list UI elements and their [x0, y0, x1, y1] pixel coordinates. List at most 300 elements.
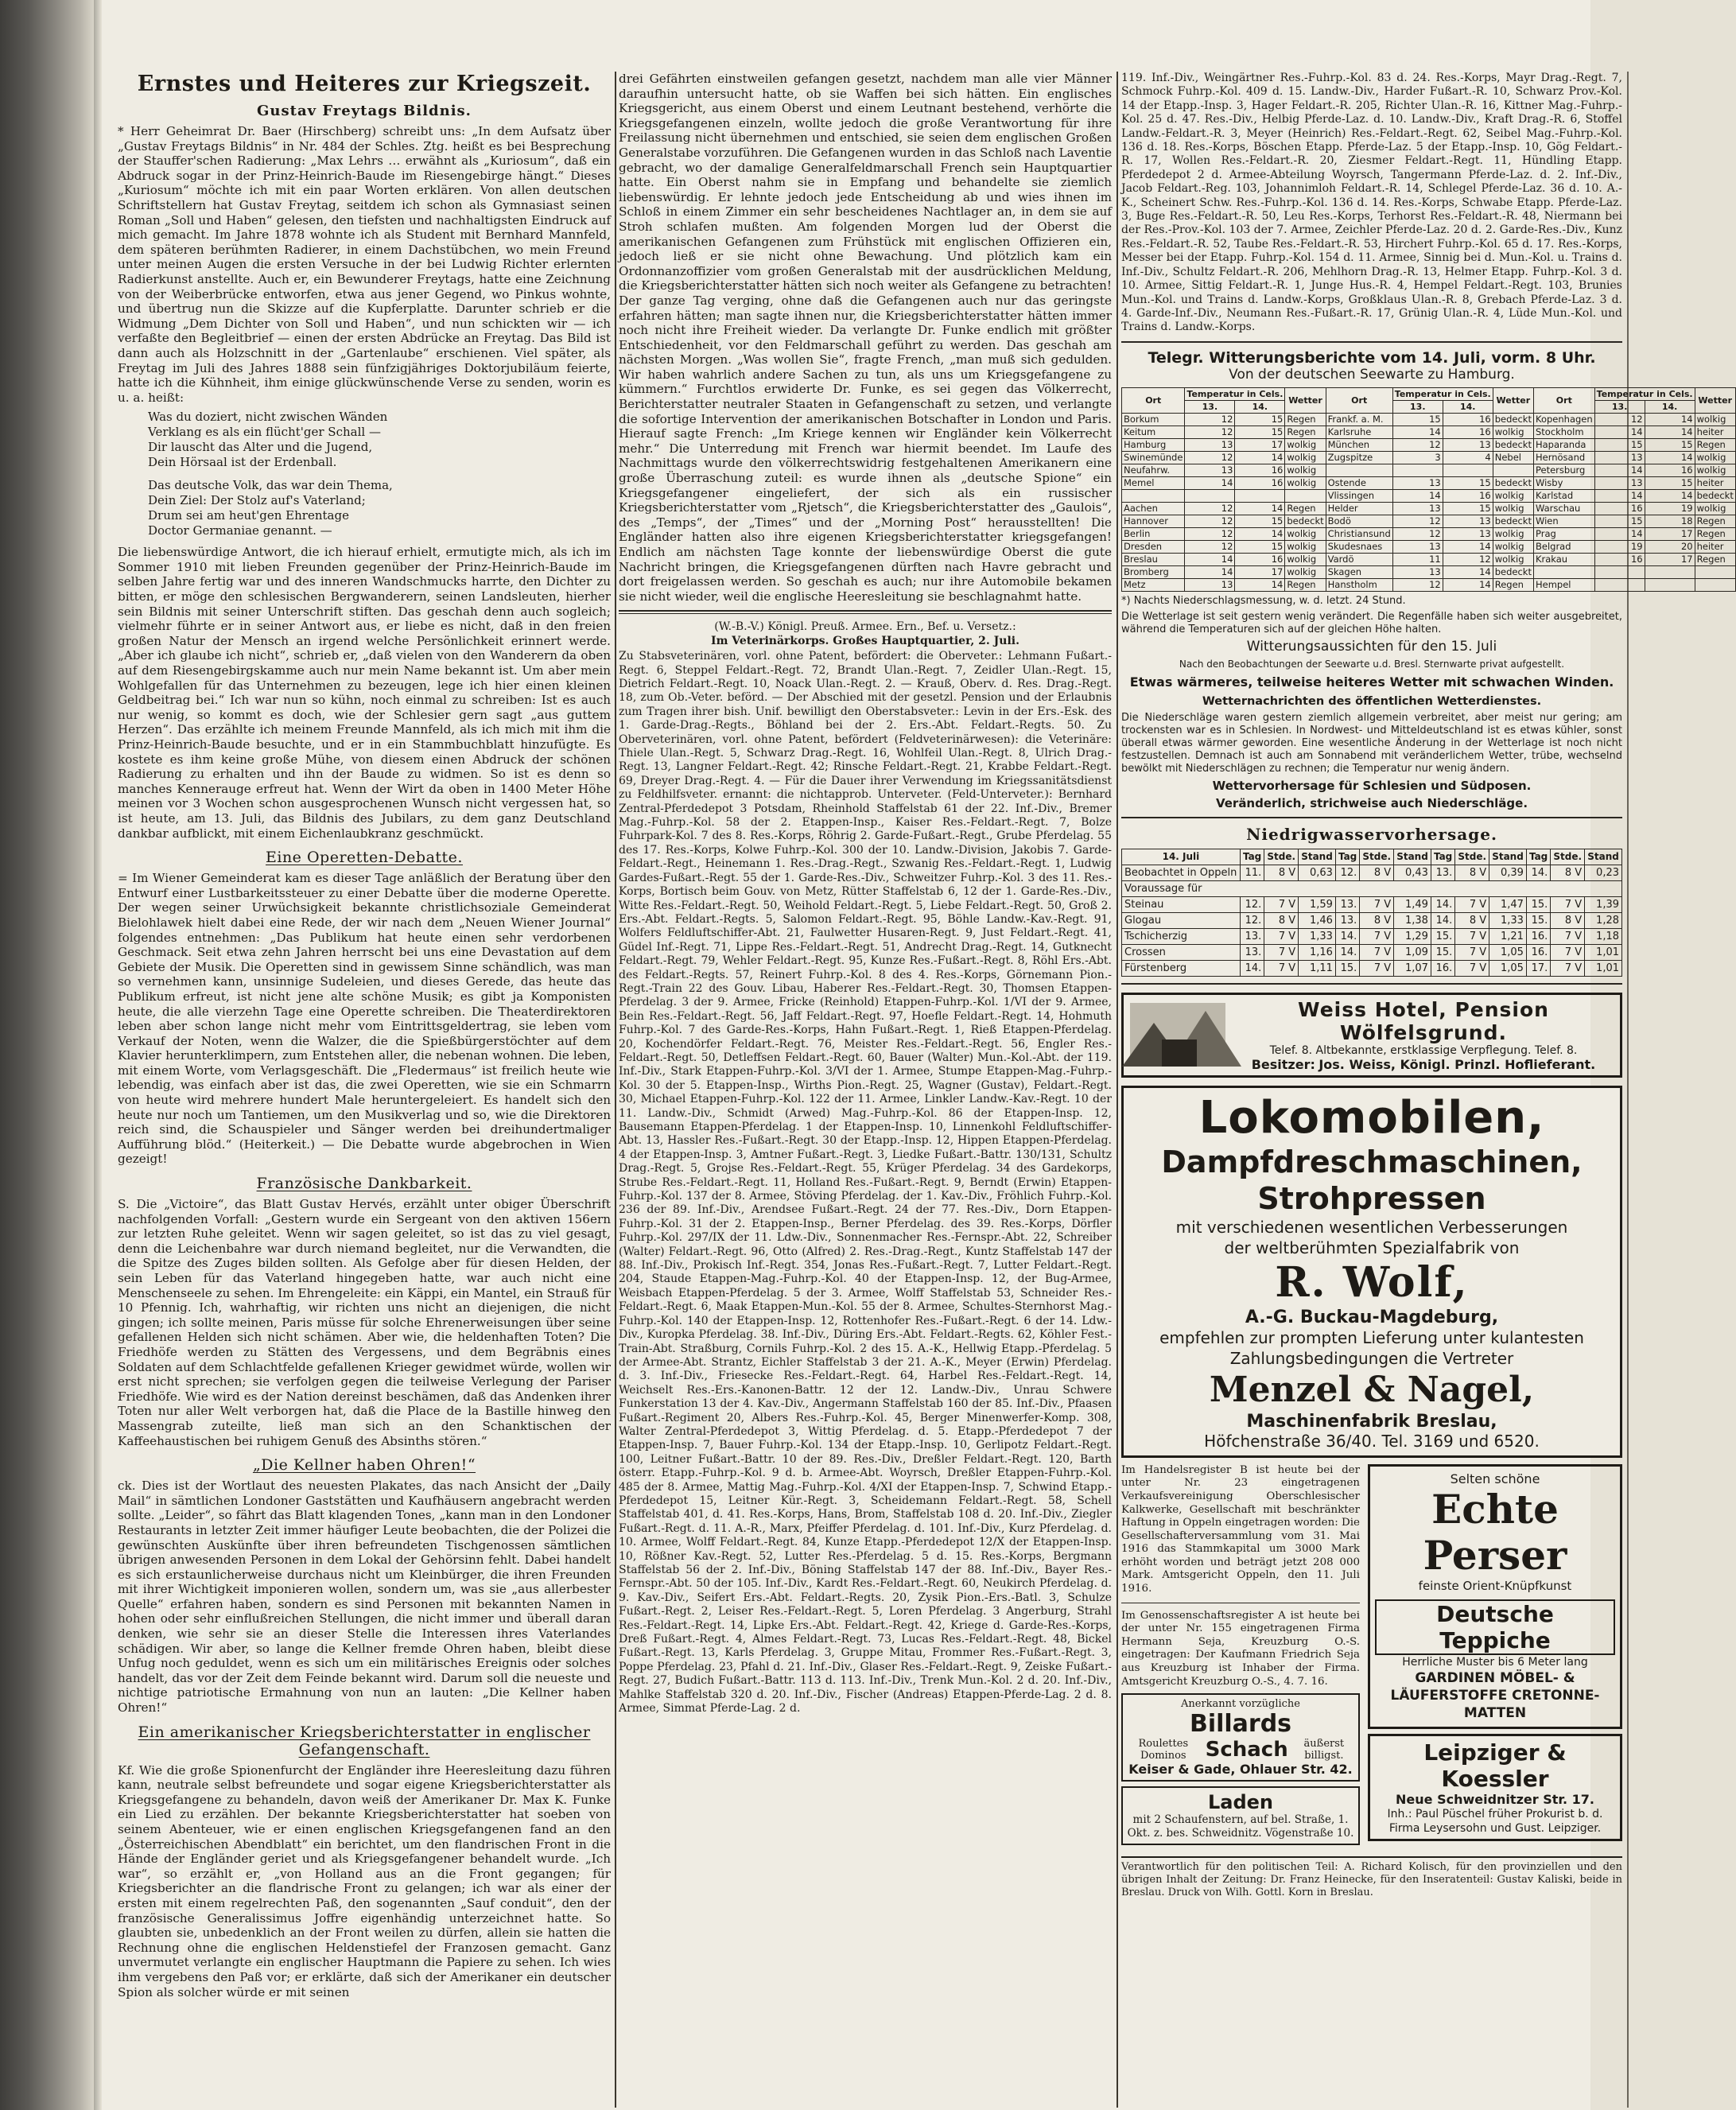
- water-cell: 1,18: [1585, 928, 1622, 944]
- weather-cell: Haparanda: [1533, 438, 1594, 451]
- water-pred-label-row: [1122, 880, 1622, 896]
- weather-cell: wolkig: [1695, 413, 1735, 425]
- weather-cell: 12: [1185, 515, 1235, 527]
- water-col-stand: Stand: [1585, 849, 1622, 865]
- water-cell: 1,05: [1489, 960, 1527, 976]
- weather-cell: wolkig: [1285, 553, 1326, 565]
- weather-row: [1122, 540, 1736, 553]
- weather-cell: 13: [1392, 476, 1443, 489]
- weather-cell: [1533, 565, 1594, 578]
- weather-cell: Regen: [1285, 502, 1326, 515]
- water-cell: Steinau: [1122, 896, 1241, 912]
- weather-cell: wolkig: [1285, 464, 1326, 476]
- poem: [148, 410, 611, 538]
- weather-col-day: 14.: [1235, 400, 1285, 413]
- weather-note: Die Wetterlage ist seit gestern wenig verändert. Die Regenfälle haben sich weiter ausgebreitet, während die Temperaturen sich auf der gleichen Höhe halten.: [1121, 610, 1622, 635]
- water-pred-row: [1122, 960, 1622, 976]
- weather-outlook-title: Witterungsaussichten für den 15. Juli: [1246, 638, 1497, 655]
- weather-cell: 14: [1235, 451, 1285, 464]
- water-cell: 1,01: [1585, 960, 1622, 976]
- weather-cell: [1645, 578, 1695, 591]
- weather-cell: 15: [1392, 413, 1443, 425]
- notice-genossenschaft: Im Genossenschaftsregister A ist heute bei der unter Nr. 155 eingetragenen Firma Hermann Seja, Kreuzburg O.-S. eingetragen: Der Kaufmann Friedrich Seja aus Kreuzburg ist Inhaber der Firma. Amtsgericht Kreuzburg O.-S., 4. 7. 16.: [1121, 1609, 1360, 1688]
- weather-cell: 13: [1185, 464, 1235, 476]
- water-cell: Tschicherzig: [1122, 928, 1241, 944]
- weather-col-day: 13.: [1185, 400, 1235, 413]
- weather-cell: wolkig: [1695, 464, 1735, 476]
- ad-billards: [1121, 1693, 1360, 1782]
- ad-lk-owner: Inh.: Paul Püschel früher Prokurist b. d. Firma Leysersohn und Gust. Leipziger.: [1387, 1807, 1603, 1835]
- weather-forecast-title: Wettervorhersage für Schlesien und Südposen.: [1212, 778, 1532, 793]
- weather-cell: 15: [1645, 476, 1695, 489]
- weather-table-body: [1122, 413, 1736, 591]
- weather-cell: Karlstad: [1533, 489, 1594, 502]
- water-pred-body: [1122, 896, 1622, 976]
- water-col-stde: Stde.: [1360, 849, 1394, 865]
- weather-cell: 15: [1235, 413, 1285, 425]
- ad-perser-t5: Herrliche Muster bis 6 Meter lang: [1402, 1655, 1588, 1669]
- weather-cell: Berlin: [1122, 527, 1185, 540]
- weather-cell: bedeckt: [1493, 413, 1533, 425]
- column-3: [1121, 72, 1734, 2108]
- water-cell: 13.: [1335, 896, 1359, 912]
- weather-cell: [1235, 489, 1285, 502]
- weather-cell: Bodö: [1326, 515, 1392, 527]
- weather-cell: Wisby: [1533, 476, 1594, 489]
- weather-cell: Vardö: [1326, 553, 1392, 565]
- weather-cell: wolkig: [1493, 540, 1533, 553]
- weather-cell: 14: [1235, 578, 1285, 591]
- weather-cell: bedeckt: [1493, 515, 1533, 527]
- water-cell: 7 V: [1455, 960, 1489, 976]
- weather-news-title: Wetternachrichten des öffentlichen Wetterdienstes.: [1202, 694, 1542, 708]
- weather-cell: Regen: [1695, 553, 1735, 565]
- weather-outlook-text: Etwas wärmeres, teilweise heiteres Wetter mit schwachen Winden.: [1129, 674, 1614, 690]
- ad-hotel: [1121, 993, 1622, 1078]
- weather-footnote: *) Nachts Niederschlagsmessung, w. d. letzt. 24 Stund.: [1121, 594, 1406, 607]
- weather-cell: Regen: [1695, 438, 1735, 451]
- weather-cell: 14: [1185, 553, 1235, 565]
- water-cell: 7 V: [1360, 928, 1394, 944]
- ad-perser-t3: feinste Orient-Knüpfkunst: [1418, 1578, 1572, 1593]
- water-cell: 7 V: [1551, 896, 1585, 912]
- weather-cell: 14: [1392, 425, 1443, 438]
- ad-lk-address: Neue Schweidnitzer Str. 17.: [1396, 1791, 1594, 1807]
- water-col-tag: Tag: [1526, 849, 1550, 865]
- weather-cell: bedeckt: [1695, 489, 1735, 502]
- weather-cell: 17: [1645, 527, 1695, 540]
- water-cell: 8 V: [1360, 912, 1394, 928]
- weather-cell: 15: [1235, 425, 1285, 438]
- ad-perser-t1: Selten schöne: [1450, 1471, 1540, 1486]
- weather-col-temp: Temperatur in Cels.: [1185, 387, 1285, 400]
- water-row-label: Beobachtet in Oppeln: [1122, 865, 1241, 880]
- poem-line: Dein Ziel: Der Stolz auf's Vaterland;: [148, 493, 366, 508]
- poem-line: Drum sei am heut'gen Ehrentage: [148, 508, 349, 523]
- water-cell: 7 V: [1264, 928, 1299, 944]
- weather-col-wetter: Wetter: [1285, 387, 1326, 413]
- ad-laden-text: mit 2 Schaufenstern, auf bel. Straße, 1. Okt. z. bes. Schweidnitz. Vögenstraße 10.: [1127, 1813, 1354, 1840]
- water-cell: 15.: [1335, 960, 1359, 976]
- weather-cell: Kopenhagen: [1533, 413, 1594, 425]
- weather-cell: wolkig: [1493, 425, 1533, 438]
- water-cell: 7 V: [1264, 960, 1299, 976]
- article-freytag-p1: * Herr Geheimrat Dr. Baer (Hirschberg) schreibt uns: „In dem Aufsatz über „Gustav Freytags Bildnis“ in Nr. 484 der Schles. Ztg. heißt es bei Besprechung der Stauffer'schen Radierung: „Max Lehrs … erwähnt als „Kuriosum“, daß ein Abdruck sogar in der Prinz-Heinrich-Baude im Riesengebirge hängt.“ Dieses „Kuriosum“ möchte ich mit ein paar Worten erklären. Von allen deutschen Schriftstellern hat Gustav Freytag, seitdem ich schon als Gymnasiast seinen Roman „Soll und Haben“ gelesen, den tiefsten und nachhaltigsten Eindruck auf mich gemacht. Im Jahre 1878 wohnte ich als Student mit Bernhard Mannfeld, dem späteren berühmten Radierer, in einem Dachstübchen, wo mein Freund unter meinen Augen die ersten Versuche in der bei Ludwig Richter erlernten Radierkunst anstellte. Auch er, ein Bewunderer Freytags, hatte eine Zeichnung von der Weiberbrücke entworfen, etwa aus jener Gegend, wo Pinkus wohnte, und übertrug nun die Skizze auf die Kupferplatte. Darunter schrieb er die Widmung „Dem Dichter von Soll und Haben“, und nun schickten wir — ich verfaßte den Begleitbrief — einen der ersten Abdrücke an Freytag. Das Bild ist dann auch als Holzschnitt in der „Gartenlaube“ erschienen. Viel später, als Freytag im Juli des Jahres 1888 sein fünfzigjähriges Doktorjubiläum feierte, hatte ich die Kühnheit, ihm einige glückwünschende Verse zu senden, worin es u. a. heißt:: [118, 124, 611, 405]
- water-cell: 13.: [1431, 865, 1454, 880]
- ad-billards-schach: Schach: [1205, 1738, 1288, 1762]
- poem-line: Dir lauscht das Alter und die Jugend,: [148, 440, 373, 455]
- weather-cell: Metz: [1122, 578, 1185, 591]
- water-cell: 15.: [1526, 912, 1550, 928]
- weather-cell: 12: [1392, 515, 1443, 527]
- weather-col-day: 14.: [1645, 400, 1695, 413]
- weather-cell: Warschau: [1533, 502, 1594, 515]
- weather-cell: 13: [1392, 502, 1443, 515]
- weather-cell: 15: [1443, 502, 1493, 515]
- water-cell: 15.: [1526, 896, 1550, 912]
- weather-row: [1122, 527, 1736, 540]
- weather-cell: 13: [1392, 565, 1443, 578]
- poem-line: Das deutsche Volk, das war dein Thema,: [148, 478, 393, 493]
- weather-cell: 12: [1185, 527, 1235, 540]
- weather-col-day: 13.: [1594, 400, 1645, 413]
- water-cell: 7 V: [1455, 896, 1489, 912]
- water-cell: 1,46: [1299, 912, 1336, 928]
- weather-cell: 13: [1443, 515, 1493, 527]
- weather-cell: 12: [1392, 578, 1443, 591]
- water-cell: 1,49: [1394, 896, 1431, 912]
- army-list: Zu Stabsveterinären, vorl. ohne Patent, befördert: die Oberveter.: Lehmann Fußart.-Regt. 6, Steppel Feldart.-Regt. 72, Brandt Ulan.-Regt. 7, Zeidler Ulan.-Regt. 15, Dietrich Feldart.-Regt. 10, Noack Ulan.-Regt. 2. — Krauß, Oberv. d. Res. Drag.-Regt. 18, zum Ob.-Veter. beförd. — Der Abschied mit der gesetzl. Pension und der Erlaubnis zum Tragen ihrer bish. Unif. bewilligt den Oberstabsveter.: Levin in der Ers.-Esk. des 1. Garde-Drag.-Regts., Böhland bei der 2. Ers.-Abt. Feldart.-Regts. 50. Zu Oberveterinären, vorl. ohne Patent, befördert (Feldveterinärwesen): die Veterinäre: Thiele Ulan.-Regt. 5, Schwarz Drag.-Regt. 16, Wohlfeil Ulan.-Regt. 8, Ulrich Drag.-Regt. 13, Langner Feldart.-Regt. 42; Rinsche Feldart.-Regt. 21, Krabbe Feldart.-Regt. 69, Dreyer Drag.-Regt. 4. — Für die Dauer ihrer Verwendung im Kriegssanitätsdienst zu Feldhilfsveter. ernannt: die nichtapprob. Unterveter. (Feld-Unterveter.): Bernhard Zentral-Pferdedepot 3 Potsdam, Rheinhold Staffelstab 61 der 22. Inf.-Div., Bremer Mag.-Fuhrp.-Kol. 58 der 2. Etappen-Insp., Kaiser Res.-Feldart.-Regt. 7, Bolze Fuhrpark-Kol. 7 des 8. Res.-Korps, Röhrig 2. Garde-Fußart.-Regt., Grube Pferdelag. 55 des 17. Res.-Korps, Kolwe Fuhrp.-Kol. 300 der 10. Landw.-Division, Jakobis 7. Garde-Feldart.-Regt., Heinemann 1. Res.-Drag.-Regt., Szwanig Res.-Feldart.-Regt. 1, Ludwig Gardes-Fußart.-Regt. 55 der 1. Garde-Res.-Div., Schweitzer Fuhrp.-Kol. 3 des 11. Res.-Korps, Bortisch beim Gouv. von Metz, Rütter Staffelstab 6, 12 der 1. Garde-Res.-Div., Witte Res.-Feldart.-Regt. 50, Weihold Feldart.-Regt. 5, Liebe Feldart.-Regt. 50, Groß 2. Ers.-Abt. Feldart.-Regts. 5, Salomon Feldart.-Regt. 95, Böhle Landw.-Kav.-Regt. 91, Wolfers Feldluftschiffer-Abt. 21, Faulwetter Husaren-Regt. 9, Just Feldart.-Regt. 41, Güdel Inf.-Regt. 71, Lippe Res.-Feldart.-Regt. 51, Andrecht Drag.-Regt. 14, Gutknecht Feldart.-Regt. 79, Wehler Feldart.-Regt. 95, Kunze Res.-Fußart.-Regt. 8, Röhl Ers.-Abt. des Feldart.-Regts. 57, Reinert Fuhrp.-Kol. 8 des 4. Res.-Korps, Görnemann Pion.-Regt.-Train 22 des Gouv. Libau, Haberer Res.-Feldart.-Regt. 30, Thomsen Etappen-Pferdelag. 3 der 9. Armee, Fricke (Reinhold) Etappen-Fuhrp.-Kol. 1/VI der 9. Armee, Bein Res.-Feldart.-Regt. 56, Jaff Feldart.-Regt. 97, Hoefle Feldart.-Regt. 14, Hohmuth Fuhrp.-Kol. 7 des Garde-Res.-Korps, Hahn Fußart.-Regt. 1, Rieß Etappen-Pferdelag. 20, Kochendörfer Feldart.-Regt. 76, Meister Res.-Feldart.-Regt. 56, Engler Res.-Feldart.-Regt. 50, Detleffsen Feldart.-Regt. 60, Bauer (Walter) Mun.-Kol.-Abt. der 119. Inf.-Div., Stark Etappen-Fuhrp.-Kol. 3/VI der 1. Armee, Stumpe Etappen-Mag.-Fuhrp.-Kol. 30 der 5. Etappen-Insp., Wirths Pion.-Regt. 25, Wagner (Gustav), Feldart.-Regt. 30, Michael Etappen-Fuhrp.-Kol. 122 der 11. Armee, Linkler Landw.-Kav.-Regt. 10 der 11. Landw.-Div., Schmidt (Arwed) Mag.-Fuhrp.-Kol. 86 der Etappen-Insp. 12, Bausemann Etappen-Pferdelag. 1 der Etappen-Insp. 10, Linnenkohl Feldluftschiffer-Abt. 13, Hassler Res.-Fußart.-Regt. 30 der Etapp.-Insp. 12, Hippen Etappen-Pferdelag. 4 der Etappen-Insp. 3, Amtner Fußart.-Regt. 3, Liedke Fußart.-Battr. 130/131, Schultz Drag.-Regt. 5, Grojse Res.-Feldart.-Regt. 55, Krüger Pferdelag. 34 des Gardekorps, Strube Res.-Feldart.-Regt. 11, Holland Res.-Fußart.-Regt. 9, Berndt (Erwin) Etappen-Fuhrp.-Kol. 137 der 8. Armee, Stöving Pferdelag. der 1. Kav.-Div., Fröhlich Fuhrp.-Kol. 236 der 89. Inf.-Div., Arendsee Fußart.-Regt. 24 der 77. Res.-Div., Dorn Etappen-Fuhrp.-Kol. 31 der 2. Etappen-Insp., Berner Pferdelag. des 39. Res.-Korps, Dörfler Fuhrp.-Kol. 297/IX der 11. Ldw.-Div., Sonnenmacher Res.-Fernspr.-Abt. 22, Schreiber (Walter) Feldart.-Regt. 96, Otto (Alfred) 2. Res.-Drag.-Regt., Kuntz Staffelstab 147 der 88. Inf.-Div., Prokisch Inf.-Regt. 354, Jonas Res.-Fußart.-Regt. 7, Lutter Feldart.-Regt. 204, Staude Etappen-Mag.-Fuhrp.-Kol. 40 der Etappen-Insp. 12, der Bug-Armee, Weisbach Etappen-Pferdelag. 5 der 3. Armee, Wolff Staffelstab 53, Schneider Res.-Feldart.-Regt. 6, Maak Etappen-Mun.-Kol. 55 der 8. Armee, Schultes-Sternhorst Mag.-Fuhrp.-Kol. 140 der Etappen-Insp. 12, Rottenhofer Res.-Fußart.-Regt. 6 der 14. Ldw.-Div., Kuropka Pferdelag. 38. Inf.-Div., Düring Ers.-Abt. Feldart.-Regts. 62, Köhler Fest.-Train-Abt. Straßburg, Cornils Fuhrp.-Kol. 2 des 15. A.-K., Hellwig Etapp.-Pferdelag. 5 der Armee-Abt. Strantz, Eichler Staffelstab 3 der 21. A.-K., Meyer (Erwin) Pferdelag. d. 3. Inf.-Div., Friesecke Res.-Feldart.-Regt. 64, Harbel Res.-Feldart.-Regt. 14, Weichselt Res.-Ers.-Kanonen-Battr. 12 der 12. Landw.-Div., Unrau Schwere Funkerstation 13 der 4. Kav.-Div., Angermann Staffelstab 160 der 85. Inf.-Div., Pfaasen Fußart.-Regiment 20, Albers Res.-Fuhrp.-Kol. 45, Berger Minenwerfer-Komp. 308, Walter Zentral-Pferdedepot 3, Wittig Pferdelag. d. 5. Etapp.-Pferdedepot 7 der Etappen-Insp. 7, Bauer Fuhrp.-Kol. 134 der Etapp.-Insp. 10, Gerlipotz Feldart.-Regt. 100, Leitner Fußart.-Battr. 10 der 89. Res.-Div., Dreßler Feldart.-Regt. 120, Barth österr. Etapp.-Fuhrp.-Kol. 9 d. b. Armee-Abt. Woyrsch, Dreßler Etappen-Fuhrp.-Kol. 485 der 8. Armee, Mattig Mag.-Fuhrp.-Kol. 4/XI der Etappen-Insp. 7, Schwind Etapp.-Pferdedepot 15, Leitner Kür.-Regt. 3, Scheidemann Feldart.-Regt. 58, Schell Staffelstab 401, d. 41. Res.-Korps, Hans, Brom, Staffelstab 108 d. 20. Inf.-Div., Ziegler Fußart.-Regt. d. 11. A.-R., Marx, Pfeiffer Pferdelag. d. 101. Inf.-Div., Kurz Pferdelag. d. 10. Armee, Wolff Feldart.-Regt. 84, Kunze Etapp.-Pferdedepot 12/X der Etappen-Insp. 10, Rößner Kav.-Regt. 52, Lutter Res.-Pferdelag. 5 d. 15. Res.-Korps, Bergmann Staffelstab 56 der 2. Inf.-Div., Böning Staffelstab 147 der 88. Inf.-Div., Bayer Res.-Fernspr.-Abt. 50 der 105. Inf.-Div., Kardt Res.-Feldart.-Regt. 60, Neukirch Pferdelag. d. 9. Kav.-Div., Seifert Ers.-Abt. Feldart.-Regts. 20, Zysik Pion.-Ers.-Batl. 3, Schulze Fußart.-Regt. 2, Leiser Res.-Feldart.-Regt. 5, Loren Pferdelag. 3 Angerburg, Strahl Res.-Feldart.-Regt. 14, Lipke Ers.-Abt. Feldart.-Regt. 42, Kriege d. Garde-Res.-Korps, Dreß Fußart.-Regt. 4, Almes Feldart.-Regt. 73, Lucas Res.-Feldart.-Regt. 48, Bickel Fußart.-Regt. 13, Karls Pferdelag. 3, Gruppe Mitau, Frommer Res.-Fußart.-Regt. 3, Poppe Pferdelag. 23, Pfahl d. 21. Inf.-Div., Glaser Res.-Feldart.-Regt. 9, Zeiske Fußart.-Regt. 27, Budich Fußart.-Battr. 113 d. 113. Inf.-Div., Trenk Mun.-Kol. 2 d. 20. Inf.-Div., Mahlke Staffelstab 320 d. 20. Inf.-Div., Fischer (Andreas) Etappen-Pferde-Lag. 2 d. 8. Armee, Simmat Pferde-Lag. 2 d.: [619, 650, 1112, 1716]
- weather-cell: wolkig: [1285, 438, 1326, 451]
- weather-cell: bedeckt: [1493, 438, 1533, 451]
- weather-cell: 12: [1392, 527, 1443, 540]
- water-cell: 0,39: [1489, 865, 1527, 880]
- water-cell: 1,16: [1299, 944, 1336, 960]
- weather-cell: [1185, 489, 1235, 502]
- weather-col-temp: Temperatur in Cels.: [1392, 387, 1493, 400]
- weather-cell: Hannover: [1122, 515, 1185, 527]
- weather-cell: Regen: [1285, 578, 1326, 591]
- notice-handelsregister: Im Handelsregister B ist heute bei der unter Nr. 23 eingetragenen Verkaufsvereinigung Oberschlesischer Kalkwerke, Gesellschaft mit beschränkter Haftung in Oppeln eingetragen worden: Die Gesellschafterversammlung vom 31. Mai 1916 das Stammkapital um 3000 Mark erhöht worden und beträgt jetzt 208 000 Mark. Amtsgericht Oppeln, den 11. Juli 1916.: [1121, 1463, 1360, 1595]
- water-cell: 1,28: [1585, 912, 1622, 928]
- weather-outlook-source: Nach den Beobachtungen der Seewarte u.d. Bresl. Sternwarte privat aufgestellt.: [1179, 658, 1565, 670]
- weather-cell: 3: [1392, 451, 1443, 464]
- water-cell: 1,47: [1489, 896, 1527, 912]
- weather-cell: Skudesnaes: [1326, 540, 1392, 553]
- weather-cell: bedeckt: [1493, 565, 1533, 578]
- water-col-stde: Stde.: [1551, 849, 1585, 865]
- weather-cell: 16: [1443, 413, 1493, 425]
- weather-cell: 16: [1235, 476, 1285, 489]
- ad-billards-left: Roulettes Dominos: [1138, 1738, 1189, 1762]
- water-col-tag: Tag: [1335, 849, 1359, 865]
- water-cell: 14.: [1335, 944, 1359, 960]
- poem-line: Doctor Germaniae genannt. —: [148, 523, 332, 538]
- ad-billards-c: Keiser & Gade, Ohlauer Str. 42.: [1128, 1762, 1353, 1778]
- weather-cell: Stockholm: [1533, 425, 1594, 438]
- water-cell: 16.: [1431, 960, 1454, 976]
- weather-cell: wolkig: [1285, 565, 1326, 578]
- water-cell: 1,33: [1299, 928, 1336, 944]
- weather-row: [1122, 438, 1736, 451]
- weather-cell: Neufahrw.: [1122, 464, 1185, 476]
- weather-cell: 15: [1235, 515, 1285, 527]
- ad-wolf-l3: Strohpressen: [1257, 1180, 1486, 1216]
- hotel-owner-label: Besitzer:: [1251, 1056, 1315, 1072]
- weather-row: [1122, 464, 1736, 476]
- water-cell: 8 V: [1455, 865, 1489, 880]
- water-cell: 15.: [1431, 944, 1454, 960]
- water-cell: 1,11: [1299, 960, 1336, 976]
- weather-cell: bedeckt: [1285, 515, 1326, 527]
- weather-cell: 14: [1235, 502, 1285, 515]
- weather-cell: 19: [1594, 540, 1645, 553]
- water-cell: 8 V: [1551, 865, 1585, 880]
- weather-cell: 14: [1594, 464, 1645, 476]
- water-cell: 1,33: [1489, 912, 1527, 928]
- binding-shadow: [94, 0, 102, 2110]
- weather-cell: 12: [1185, 451, 1235, 464]
- weather-cell: Bromberg: [1122, 565, 1185, 578]
- weather-cell: Wien: [1533, 515, 1594, 527]
- weather-cell: 16: [1594, 553, 1645, 565]
- weather-cell: [1392, 464, 1443, 476]
- weather-cell: 15: [1443, 476, 1493, 489]
- water-cell: 1,05: [1489, 944, 1527, 960]
- water-cell: 12.: [1240, 912, 1264, 928]
- water-cell: 0,43: [1394, 865, 1431, 880]
- water-cell: 7 V: [1264, 944, 1299, 960]
- weather-cell: 14: [1594, 489, 1645, 502]
- weather-cell: 17: [1235, 565, 1285, 578]
- water-col-stand: Stand: [1489, 849, 1527, 865]
- weather-title: Telegr. Witterungsberichte vom 14. Juli, vorm. 8 Uhr.: [1148, 348, 1596, 367]
- weather-cell: Karlsruhe: [1326, 425, 1392, 438]
- weather-col-ort: Ort: [1326, 387, 1392, 413]
- weather-col-day: 13.: [1392, 400, 1443, 413]
- water-cell: 1,38: [1394, 912, 1431, 928]
- weather-row: [1122, 565, 1736, 578]
- weather-cell: Breslau: [1122, 553, 1185, 565]
- weather-row: [1122, 425, 1736, 438]
- weather-cell: Christiansund: [1326, 527, 1392, 540]
- article-kellner: ck. Dies ist der Wortlaut des neuesten Plakates, das nach Ansicht der „Daily Mail“ in sämtlichen Londoner Gaststätten und Kaufhäusern angebracht werden sollte. „Leider“, so fährt das Blatt klagenden Tones, „kann man in den Londoner Restaurants in letzter Zeit immer häufiger Leute beobachten, die der Polizei die gewünschten Auskünfte über ihren befreundeten Tischgenossen sämtlichen übrigen anwesenden Personen in dem Lokal der Gehörsinn fehlt. Dabei handelt es sich erstaunlicherweise durchaus nicht um Kleinbürger, die ihren Freunden mit ihrer Wichtigkeit imponieren wollen, sondern um, was sie „aus allerbester Quelle“ erfahren haben, sondern es sind Personen mit bekannten Namen in hohen oder sehr einflußreichen Stellungen, die nicht immer und überall daran denken, wie sehr sie an dieser Stelle die Interessen ihres Vaterlandes schädigen. Wir aber, so lange die Kellner fremde Ohren haben, bleibt diese Unfug noch geduldet, wenn es sich um ein militärisches Ereignis oder solches handelt, das vor der Zeit dem Feinde bekannt wird. Darum soll die neueste und nichtige patriotische Ermahnung von nun an lauten: „Die Kellner haben Ohren!“: [118, 1479, 611, 1716]
- water-pred-row: [1122, 896, 1622, 912]
- article-kriegsberichterstatter-cont: drei Gefährten einstweilen gefangen gesetzt, nachdem man alle vier Männer daraufhin untersucht hatte, ob sie Waffen bei sich hätten. Ein englisches Kriegsgericht, aus einem Oberst und einem Leutnant bestehend, verhörte die Kriegsgefangenen einzeln, wollte jedoch die große Verantwortung für ihre Freilassung nicht übernehmen und entschied, sie seien dem englischen Großen Generalstabe vorzuführen. Die Gefangenen wurden in das Schloß nach Laventie gebracht, wo der damalige Generalfeldmarschall French sein Hauptquartier hatte. Ein Oberst nahm sie in Empfang und behandelte sie ziemlich liebenswürdig. Er lehnte jedoch jede Entscheidung ab und wies ihnen im Schloß in einem Zimmer ein sehr bescheidenes Nachtlager an, in dem sie auf Stroh schlafen mußten. Am folgenden Morgen lud der Oberst die amerikanischen Gefangenen zum Frühstück mit englischen Offizieren ein, jedoch ließ er sie nicht ohne Bewachung. Und plötzlich kam ein Ordonnanzoffizier vom großen Generalstab mit der ausdrücklichen Meldung, die Kriegsberichterstatter hätten sich noch weiter als Gefangene zu betrachten! Der ganze Tag verging, ohne daß die Gefangenen auch nur das geringste erfahren hätten; man sagte ihnen nur, die Kriegsberichterstatter hätten immer noch nicht ihre Freiheit wieder. Da verlangte Dr. Funke endlich mit größter Entschiedenheit, vor den Feldmarschall geführt zu werden. Das geschah am nächsten Morgen. „Was wollen Sie“, fragte French, „man muß sich gedulden. Wir haben wahrlich andere Sachen zu tun, als uns um Kriegsgefangene zu kümmern.“ Furchtlos erwiderte Dr. Funke, es sei gegen das Völkerrecht, Berichterstatter neutraler Staaten in Gefangenschaft zu setzen, und verlangte die sofortige Intervention der amerikanischen Botschafter in London und Paris. Hierauf sagte French: „Im Kriege kennen wir Engländer kein Völkerrecht mehr.“ Die Unterredung mit French war hiermit beendet. Im Laufe des Nachmittags wurde den völkerrechtswidrig festgehaltenen Amerikanern eine große Überraschung zuteil: es wurde ihnen als „deutsche Spione“ ein Kriegsgefangener eingeliefert, der sich als ein russischer Kriegsberichterstatter vom „Rjetsch“, die Kriegsberichterstatter des „Gaulois“, des „Temps“, der „Times“ und der „Morning Post“ herausstellten! Die Engländer hatten also ihre eigenen Kriegsberichterstatter kriegsgefangen! Endlich am nächsten Tage konnte der liebenswürdige Oberst die gute Nachricht bringen, die Kriegsgefangenen dürften nach Havre gebracht und dort freigelassen werden. So geschah es auch; nur ihre Automobile bekamen sie nicht wieder, weil die englische Heeresleitung sie beschlagnahmt hatte.: [619, 72, 1112, 604]
- water-cell: 1,21: [1489, 928, 1527, 944]
- weather-row: [1122, 413, 1736, 425]
- hotel-owner: [1233, 1057, 1614, 1072]
- weather-cell: 16: [1594, 502, 1645, 515]
- weather-cell: 18: [1645, 515, 1695, 527]
- water-cell: 12.: [1335, 865, 1359, 880]
- weather-cell: heiter: [1695, 425, 1735, 438]
- water-cell: 14.: [1240, 960, 1264, 976]
- water-cell: 1,39: [1585, 896, 1622, 912]
- weather-col-day: 14.: [1443, 400, 1493, 413]
- weather-cell: 19: [1645, 502, 1695, 515]
- weather-cell: 13: [1185, 438, 1235, 451]
- weather-cell: Helder: [1326, 502, 1392, 515]
- imprint: Verantwortlich für den politischen Teil: A. Richard Kolisch, für den provinziellen und den übrigen Inhalt der Zeitung: Dr. Franz Heinecke, für den Inseratenteil: Gustav Kaliski, beide in Breslau. Druck von Wilh. Gottl. Korn in Breslau.: [1121, 1856, 1622, 1899]
- weather-cell: 12: [1185, 502, 1235, 515]
- section-divider: [1121, 817, 1622, 818]
- section-title-freytag: Gustav Freytags Bildnis.: [257, 103, 472, 119]
- water-cell: 7 V: [1551, 960, 1585, 976]
- weather-cell: 16: [1235, 553, 1285, 565]
- ad-perser-t2: Echte Perser: [1423, 1485, 1567, 1579]
- weather-cell: [1594, 578, 1645, 591]
- weather-cell: wolkig: [1285, 540, 1326, 553]
- water-col-stand: Stand: [1299, 849, 1336, 865]
- weather-cell: 14: [1392, 489, 1443, 502]
- water-cell: 7 V: [1455, 928, 1489, 944]
- weather-cell: 12: [1392, 438, 1443, 451]
- water-col-stde: Stde.: [1455, 849, 1489, 865]
- poem-line: Was du doziert, nicht zwischen Wänden: [148, 410, 388, 425]
- ad-wolf-l6: empfehlen zur prompten Lieferung unter kulantesten Zahlungsbedingungen die Vertreter: [1159, 1327, 1584, 1368]
- weather-cell: Borkum: [1122, 413, 1185, 425]
- water-col-stand: Stand: [1394, 849, 1431, 865]
- weather-cell: 13: [1185, 578, 1235, 591]
- ad-billards-a: Anerkannt vorzügliche: [1181, 1698, 1300, 1711]
- weather-cell: 14: [1185, 476, 1235, 489]
- weather-cell: Regen: [1493, 578, 1533, 591]
- weather-cell: Hanstholm: [1326, 578, 1392, 591]
- ad-wolf-l2: Dampfdreschmaschinen,: [1161, 1144, 1583, 1179]
- ad-perser-t6: GARDINEN MÖBEL- & LÄUFERSTOFFE CRETONNE-MATTEN: [1390, 1669, 1600, 1721]
- ad-laden-title: Laden: [1207, 1791, 1274, 1814]
- weather-cell: 16: [1645, 464, 1695, 476]
- weather-forecast-text: Veränderlich, strichweise auch Niederschläge.: [1215, 795, 1528, 810]
- water-col-tag: Tag: [1240, 849, 1264, 865]
- water-cell: 8 V: [1551, 912, 1585, 928]
- water-cell: 1,29: [1394, 928, 1431, 944]
- ad-wolf-l5: der weltberühmten Spezialfabrik von: [1224, 1238, 1520, 1257]
- ad-leipziger-koessler: [1368, 1734, 1622, 1841]
- weather-cell: Belgrad: [1533, 540, 1594, 553]
- weather-cell: 17: [1645, 553, 1695, 565]
- weather-cell: Hernösand: [1533, 451, 1594, 464]
- column-rule: [615, 72, 616, 2108]
- weather-cell: 14: [1594, 527, 1645, 540]
- water-cell: 13.: [1240, 928, 1264, 944]
- weather-cell: Zugspitze: [1326, 451, 1392, 464]
- ad-perser-t4: Deutsche Teppiche: [1375, 1599, 1615, 1655]
- ad-laden: [1121, 1786, 1360, 1845]
- water-cell: 7 V: [1360, 944, 1394, 960]
- water-cell: 14.: [1526, 865, 1550, 880]
- weather-cell: Ostende: [1326, 476, 1392, 489]
- weather-cell: 12: [1185, 540, 1235, 553]
- weather-cell: 15: [1235, 540, 1285, 553]
- weather-cell: 16: [1443, 425, 1493, 438]
- water-col-date: 14. Juli: [1122, 849, 1241, 865]
- weather-cell: Nebel: [1493, 451, 1533, 464]
- water-cell: 14.: [1431, 912, 1454, 928]
- water-pred-row: [1122, 928, 1622, 944]
- water-cell: 7 V: [1360, 960, 1394, 976]
- weather-cell: 4: [1443, 451, 1493, 464]
- ad-billards-right: äußerst billigst.: [1303, 1738, 1345, 1762]
- weather-cell: 15: [1645, 438, 1695, 451]
- weather-row: [1122, 578, 1736, 591]
- water-cell: 1,59: [1299, 896, 1336, 912]
- weather-cell: heiter: [1695, 540, 1735, 553]
- section-divider: [619, 610, 1112, 614]
- water-col-tag: Tag: [1431, 849, 1454, 865]
- water-cell: 13.: [1335, 912, 1359, 928]
- weather-cell: Regen: [1285, 425, 1326, 438]
- weather-col-wetter: Wetter: [1695, 387, 1735, 413]
- section-divider: [1121, 983, 1622, 985]
- water-cell: 16.: [1526, 944, 1550, 960]
- weather-cell: [1645, 565, 1695, 578]
- weather-cell: 14: [1645, 413, 1695, 425]
- weather-cell: 14: [1443, 565, 1493, 578]
- water-title: Niedrigwasservorhersage.: [1246, 824, 1497, 844]
- weather-cell: 12: [1443, 553, 1493, 565]
- hotel-owner-name: Jos. Weiss, Königl. Prinzl. Hoflieferant.: [1319, 1056, 1596, 1072]
- water-cell: 1,07: [1394, 960, 1431, 976]
- column-2: [619, 72, 1112, 2108]
- water-cell: 7 V: [1360, 896, 1394, 912]
- weather-row: [1122, 451, 1736, 464]
- water-cell: 15.: [1431, 928, 1454, 944]
- weather-cell: Frankf. a. M.: [1326, 413, 1392, 425]
- water-cell: 17.: [1526, 960, 1550, 976]
- weather-cell: 14: [1594, 425, 1645, 438]
- weather-cell: wolkig: [1493, 527, 1533, 540]
- weather-cell: 14: [1443, 578, 1493, 591]
- hotel-illustration: [1130, 1003, 1225, 1067]
- weather-cell: 11: [1392, 553, 1443, 565]
- weather-cell: [1695, 565, 1735, 578]
- weather-cell: 14: [1443, 540, 1493, 553]
- ad-wolf-l1: Lokomobilen,: [1198, 1091, 1545, 1144]
- weather-cell: 12: [1185, 425, 1235, 438]
- weather-cell: wolkig: [1695, 451, 1735, 464]
- water-cell: 8 V: [1264, 865, 1299, 880]
- water-pred-row: [1122, 944, 1622, 960]
- water-cell: 0,23: [1585, 865, 1622, 880]
- weather-subtitle: Von der deutschen Seewarte zu Hamburg.: [1229, 366, 1515, 383]
- weather-row: [1122, 515, 1736, 527]
- weather-cell: bedeckt: [1493, 476, 1533, 489]
- section-title-operette: Eine Operetten-Debatte.: [266, 849, 463, 867]
- water-cell: 1,09: [1394, 944, 1431, 960]
- weather-cell: Hempel: [1533, 578, 1594, 591]
- water-obs-row: [1122, 865, 1622, 880]
- hotel-name: Weiss Hotel, Pension Wölfelsgrund.: [1298, 997, 1549, 1044]
- ad-billards-b: Billards: [1189, 1710, 1292, 1739]
- article-operette: = Im Wiener Gemeinderat kam es dieser Tage anläßlich der Beratung über den Entwurf einer Lustbarkeitssteuer zu einer Debatte über die moderne Operette. Der wegen seiner Urwüchsigkeit bekannte christlichsoziale Gemeinderat Bielohlawek hielt dabei eine Rede, der wir nach dem „Neuen Wiener Journal“ folgendes entnehmen: „Das Publikum hat heute einen sehr verdorbenen Geschmack. Seit etwa zehn Jahren herrscht bei uns eine Devastation auf dem Gebiete der Musik. Die Operetten sind in gewissem Sinne schändlich, was man so vernehmen kann, unsinnige Sudeleien, und dieses Gerede, das heute das Publikum erfreut, ist nicht jene alte schöne Musik; es gibt ja Komponisten heute, die alle vierzehn Tage eine Operette schreiben. Die Theaterdirektoren leben aber schon lange nicht mehr vom Eintrittsgeldertrag, sie leben vom Verkauf der Noten, wenn die Walzer, die die Spießbürgerstöchter auf dem Klavier herunterklimpern, zum Entstehen aller, die nebenan wohnen. Die leben, mit einem Worte, vom Verlagsgeschäft. Die „Fledermaus“ ist freilich heute wie lebendig, was einfach aber ist das, die zwei Operetten, wie sie ein Schmarrn von heute wird mehrere hundert Male heruntergeleiert. Es handelt sich den heute nur noch um Tantiemen, um den Musikverlag und so, wie die Direktoren reich sind, die Schauspieler und Sänger werden bei dreihundertmaliger Aufführung blöd.“ (Heiterkeit.) — Die Debatte wurde abgebrochen in Wien gezeigt!: [118, 871, 611, 1167]
- weather-cell: 12: [1185, 413, 1235, 425]
- weather-row: [1122, 553, 1736, 565]
- ads-bottom-row: [1121, 1464, 1622, 1851]
- weather-cell: Memel: [1122, 476, 1185, 489]
- weather-cell: Dresden: [1122, 540, 1185, 553]
- water-cell: 8 V: [1264, 912, 1299, 928]
- army-list-sub: Im Veterinärkorps. Großes Hauptquartier, 2. Juli.: [711, 634, 1019, 647]
- feature-title: Ernstes und Heiteres zur Kriegszeit.: [137, 72, 592, 96]
- weather-cell: 13: [1594, 476, 1645, 489]
- water-table: [1121, 849, 1622, 977]
- weather-cell: 13: [1443, 438, 1493, 451]
- water-cell: 8 V: [1360, 865, 1394, 880]
- weather-cell: 14: [1645, 425, 1695, 438]
- weather-cell: München: [1326, 438, 1392, 451]
